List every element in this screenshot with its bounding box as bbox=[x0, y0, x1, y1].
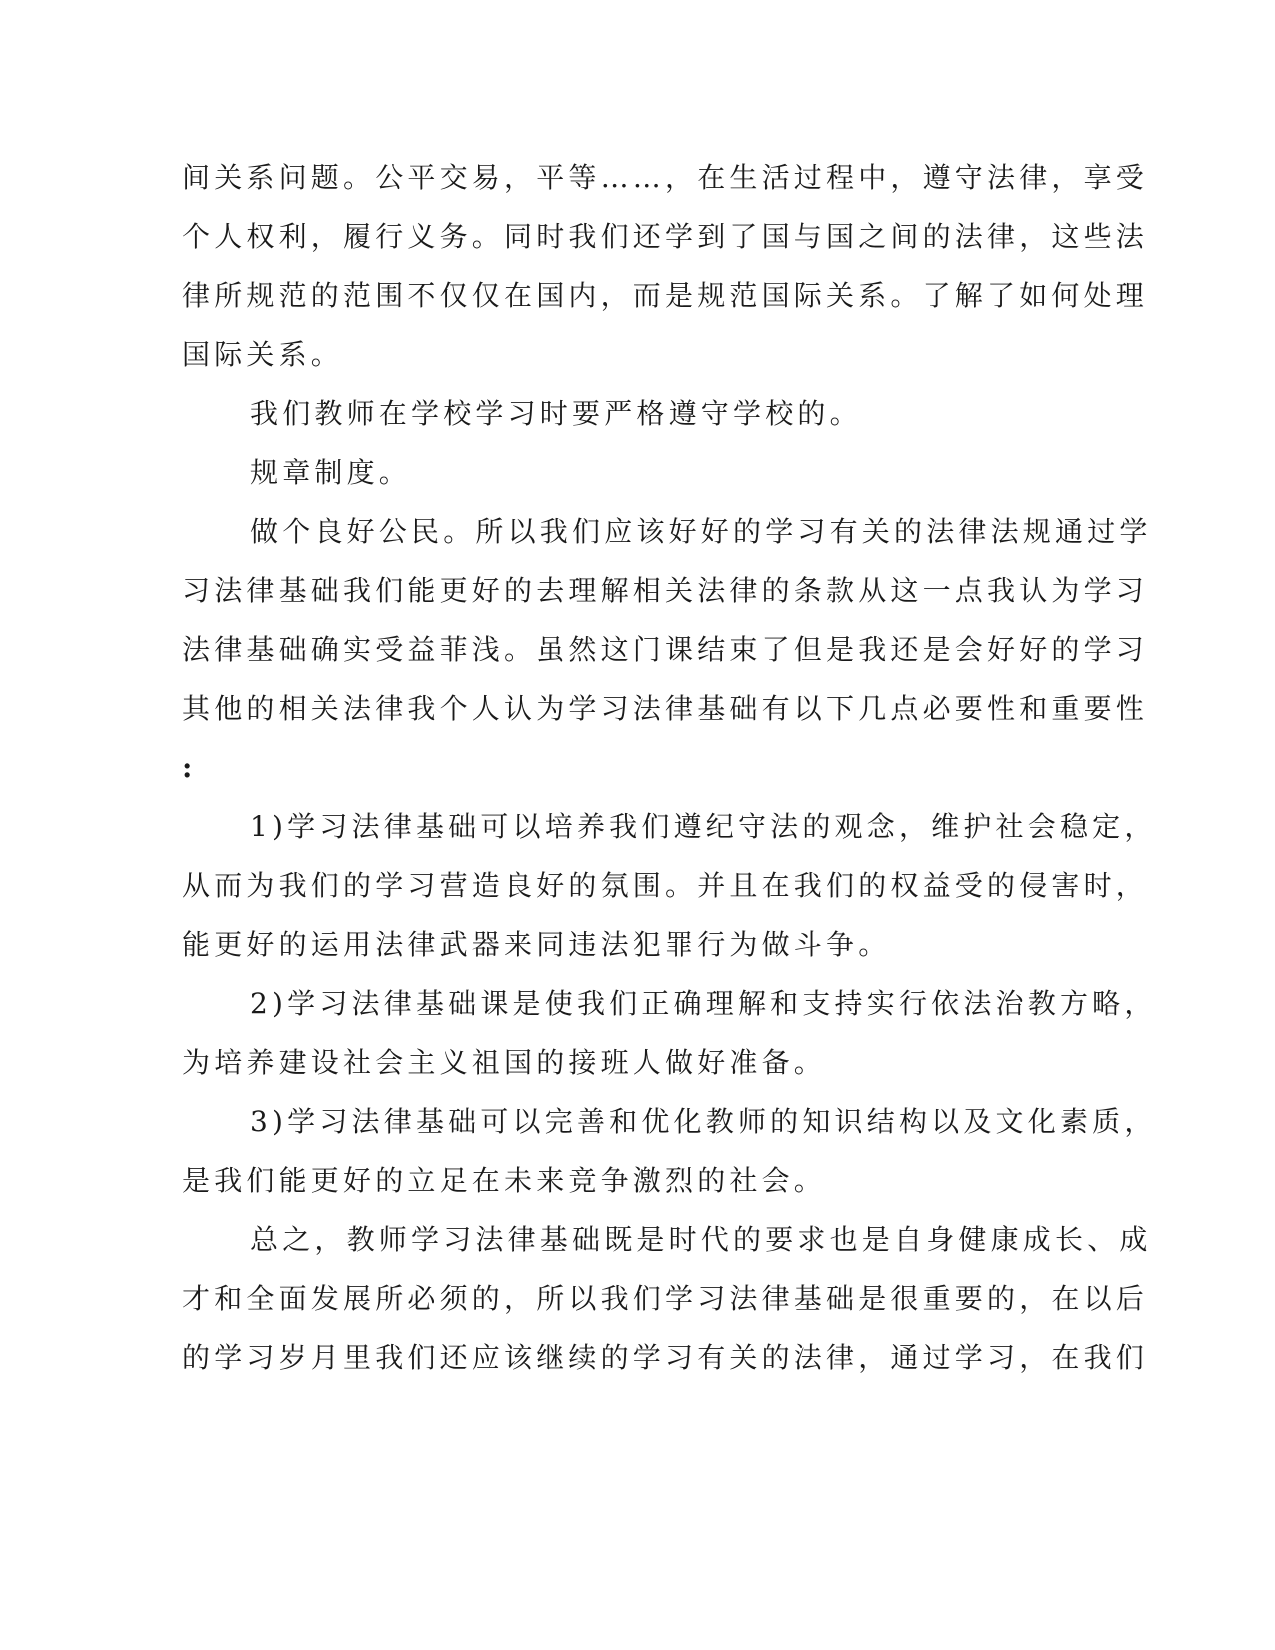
text-line: 其他的相关法律我个人认为学习法律基础有以下几点必要性和重要性 bbox=[182, 692, 1149, 725]
text-line: 才和全面发展所必须的，所以我们学习法律基础是很重要的，在以后 bbox=[182, 1282, 1149, 1315]
text-line: 的学习岁月里我们还应该继续的学习有关的法律，通过学习，在我们 bbox=[182, 1341, 1149, 1374]
list-item-3: 3)学习法律基础可以完善和优化教师的知识结构以及文化素质， bbox=[250, 1105, 1157, 1138]
text-line: 习法律基础我们能更好的去理解相关法律的条款从这一点我认为学习 bbox=[182, 574, 1149, 607]
text-line: 间关系问题。公平交易，平等……，在生活过程中，遵守法律，享受 bbox=[182, 161, 1149, 194]
paragraph-first-line: 做个良好公民。所以我们应该好好的学习有关的法律法规通过学 bbox=[250, 515, 1152, 548]
text-line: 从而为我们的学习营造良好的氛围。并且在我们的权益受的侵害时， bbox=[182, 869, 1149, 902]
text-line: : bbox=[182, 751, 197, 784]
paragraph-first-line: 规章制度。 bbox=[250, 456, 412, 489]
paragraph-first-line: 我们教师在学校学习时要严格遵守学校的。 bbox=[250, 397, 862, 430]
text-line: 国际关系。 bbox=[182, 338, 344, 371]
text-line: 能更好的运用法律武器来同违法犯罪行为做斗争。 bbox=[182, 928, 891, 961]
paragraph-first-line: 总之，教师学习法律基础既是时代的要求也是自身健康成长、成 bbox=[250, 1223, 1152, 1256]
text-line: 是我们能更好的立足在未来竞争激烈的社会。 bbox=[182, 1164, 827, 1197]
list-item-1: 1)学习法律基础可以培养我们遵纪守法的观念，维护社会稳定， bbox=[250, 810, 1157, 843]
list-item-2: 2)学习法律基础课是使我们正确理解和支持实行依法治教方略， bbox=[250, 987, 1157, 1020]
text-line: 律所规范的范围不仅仅在国内，而是规范国际关系。了解了如何处理 bbox=[182, 279, 1149, 312]
text-line: 为培养建设社会主义祖国的接班人做好准备。 bbox=[182, 1046, 827, 1079]
text-line: 法律基础确实受益菲浅。虽然这门课结束了但是我还是会好好的学习 bbox=[182, 633, 1149, 666]
text-line: 个人权利，履行义务。同时我们还学到了国与国之间的法律，这些法 bbox=[182, 220, 1149, 253]
